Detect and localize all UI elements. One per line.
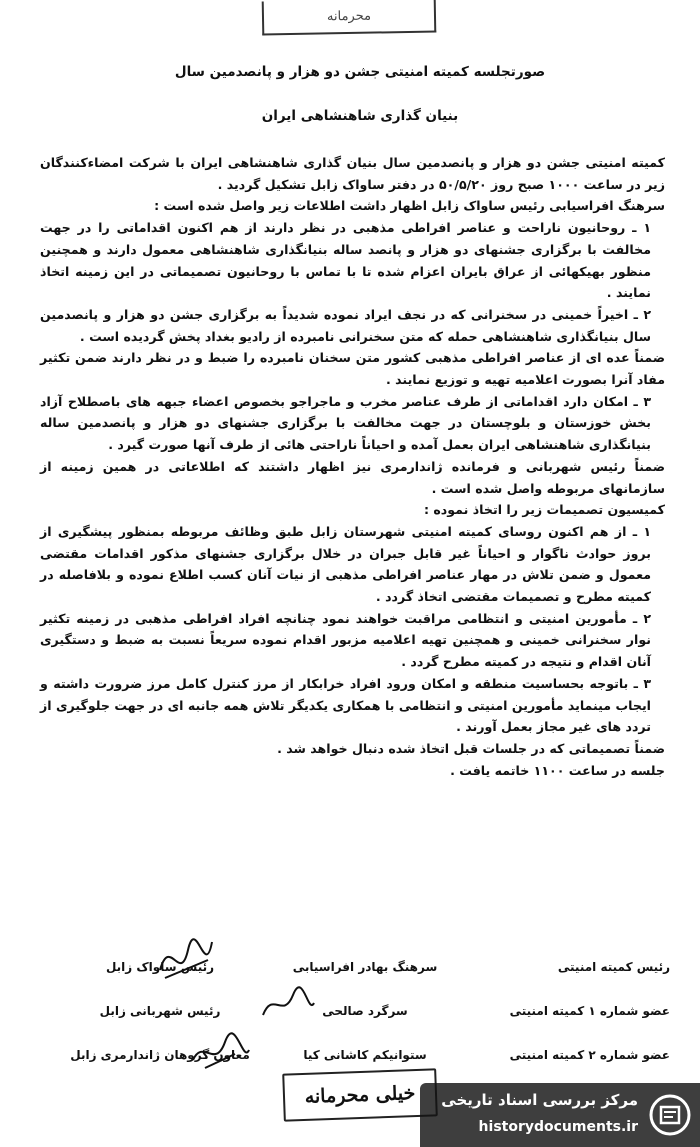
watermark-url: historydocuments.ir xyxy=(478,1119,638,1135)
classification-stamp-bottom: خیلی محرمانه xyxy=(282,1068,438,1121)
intro-paragraph: کمیته امنیتی جشن دو هزار و پانصدمین سال بنیان گذاری شاهنشاهی ایران با شرکت امضاءکنندگان زیر در ساعت ۱۰۰۰ صبح روز ۵۰/۵/۲۰ در دفتر ساواک زابل تشکیل گردید . xyxy=(40,155,665,192)
report-item-3-note: ضمناً رئیس شهربانی و فرمانده ژاندارمری نیز اظهار داشتند که اطلاعاتی در همین زمینه از سازمانهای مربوطه واصل شده است . xyxy=(40,458,665,496)
archive-logo-icon xyxy=(648,1093,692,1137)
handwritten-signature-2 xyxy=(258,985,318,1025)
signature-title: معاون گروهان ژاندارمری زابل xyxy=(70,1048,250,1062)
signature-role: عضو شماره ۱ کمیته امنیتی xyxy=(509,1004,670,1018)
watermark-persian-text: مرکز بررسی اسناد تاریخی xyxy=(441,1091,638,1109)
document-title-line-2: بنیان گذاری شاهنشاهی ایران xyxy=(261,108,459,124)
decision-2: ۲ ـ مأمورین امنیتی و انتظامی مراقبت خواهند نمود چنانچه افراد افراطی مذهبی در زمینه تکثیر نوار سخنرانی خمینی و همچنین تهیه اعلامیه مزبور اقدام نموده سریعاً نسبت به ضبط و دستگیری آنان اقدام و نتیجه در کمیته مطرح گردد . xyxy=(40,610,651,670)
signature-row xyxy=(60,989,670,1033)
report-item-2-note: ضمناً عده ای از عناصر افراطی مذهبی کشور متن سخنان نامبرده را ضبط و در نظر دارند ضمن تکثیر مفاد آنرا بصورت اعلامیه تهیه و توزیع نمایند . xyxy=(40,350,665,388)
decision-1: ۱ ـ از هم اکنون روسای کمیته امنیتی شهرستان زابل طبق وظائف مربوطه بمنظور پیشگیری از بروز حوادث ناگوار و احیاناً غیر قابل جبران در خلال برگزاری جشنهای مذکور اقدامات مقتضی معمول و ضمن تلاش در مهار عناصر افراطی مذهبی از نیات آنان کسب اطلاع نموده و بلافاصله در کمیته مطرح و تصمیمات مقتضی اتخاذ گردد . xyxy=(40,523,651,605)
signature-title: رئیس شهربانی زابل xyxy=(99,1004,221,1018)
report-intro: سرهنگ افراسیابی رئیس ساواک زابل اظهار داشت اطلاعات زیر واصل شده است : xyxy=(154,198,665,214)
document-title-line-1: صورتجلسه کمیته امنیتی جشن دو هزار و پانصدمین سال xyxy=(174,64,546,80)
signature-role: رئیس کمیته امنیتی xyxy=(557,960,670,974)
decisions-intro: کمیسیون تصمیمات زیر را اتخاذ نموده : xyxy=(423,502,665,518)
report-item-1: ۱ ـ روحانیون ناراحت و عناصر افراطی مذهبی در نظر دارند از هم اکنون اقداماتی را در جهت مخالفت با برگزاری جشنهای دو هزار و پانصد ساله بنیانگذاری شاهنشاهی معمول دارند و همچنین منظور بهیکهائی از عراق بایران اعزام شده تا با تماس با روحانیون تصمیماتی در این زمینه اتخاذ نمایند . xyxy=(40,220,651,301)
document-body xyxy=(40,152,665,781)
signature-role: عضو شماره ۲ کمیته امنیتی xyxy=(509,1048,670,1062)
report-item-2: ۲ ـ اخیراً خمینی در سخنرانی که در نجف ایراد نموده شدیداً به برگزاری جشن دو هزار و پانصدمین سال بنیانگذاری شاهنشاهی حمله که متن سخنرانی نامبرده از رادیو بغداد پخش گردیده است . xyxy=(40,306,651,344)
signature-name: سرگرد صالحی xyxy=(322,1004,408,1018)
signature-name: سرهنگ بهادر افراسیابی xyxy=(292,960,438,974)
decision-3: ۳ ـ باتوجه بحساسیت منطقه و امکان ورود افراد خرابکار از مرز کنترل کامل مرز ضرورت داشته و ایجاب مینماید مأمورین امنیتی و انتظامی با همکاری یکدیگر تلاش همه جانبه ای در جهت جلوگیری از تردد های غیر مجاز بعمل آورند . xyxy=(40,675,651,735)
classification-stamp-top: محرمانه xyxy=(262,0,437,36)
handwritten-signature-1 xyxy=(150,930,220,990)
archive-watermark xyxy=(420,1083,700,1147)
closing-note: ضمناً تصمیماتی که در جلسات قبل اتخاذ شده دنبال خواهد شد . xyxy=(277,740,665,756)
closing-time: جلسه در ساعت ۱۱۰۰ خاتمه یافت . xyxy=(450,762,665,778)
report-item-3: ۳ ـ امکان دارد اقداماتی از طرف عناصر مخرب و ماجراجو بخصوص اعضاء جبهه های باصطلاح آزاد بخش خوزستان و بلوچستان در جهت مخالفت با برگزاری جشنهای دو هزار و پانصدمین ساله بنیانگذاری شاهنشاهی ایران بعمل آمده و احیاناً ناراحتی هائی از طرف آنها صورت گیرد . xyxy=(40,393,651,453)
handwritten-signature-3 xyxy=(185,1030,255,1075)
signature-name: ستوانیکم کاشانی کیا xyxy=(303,1048,427,1062)
signature-title: رئیس ساواک زابل xyxy=(105,960,215,974)
